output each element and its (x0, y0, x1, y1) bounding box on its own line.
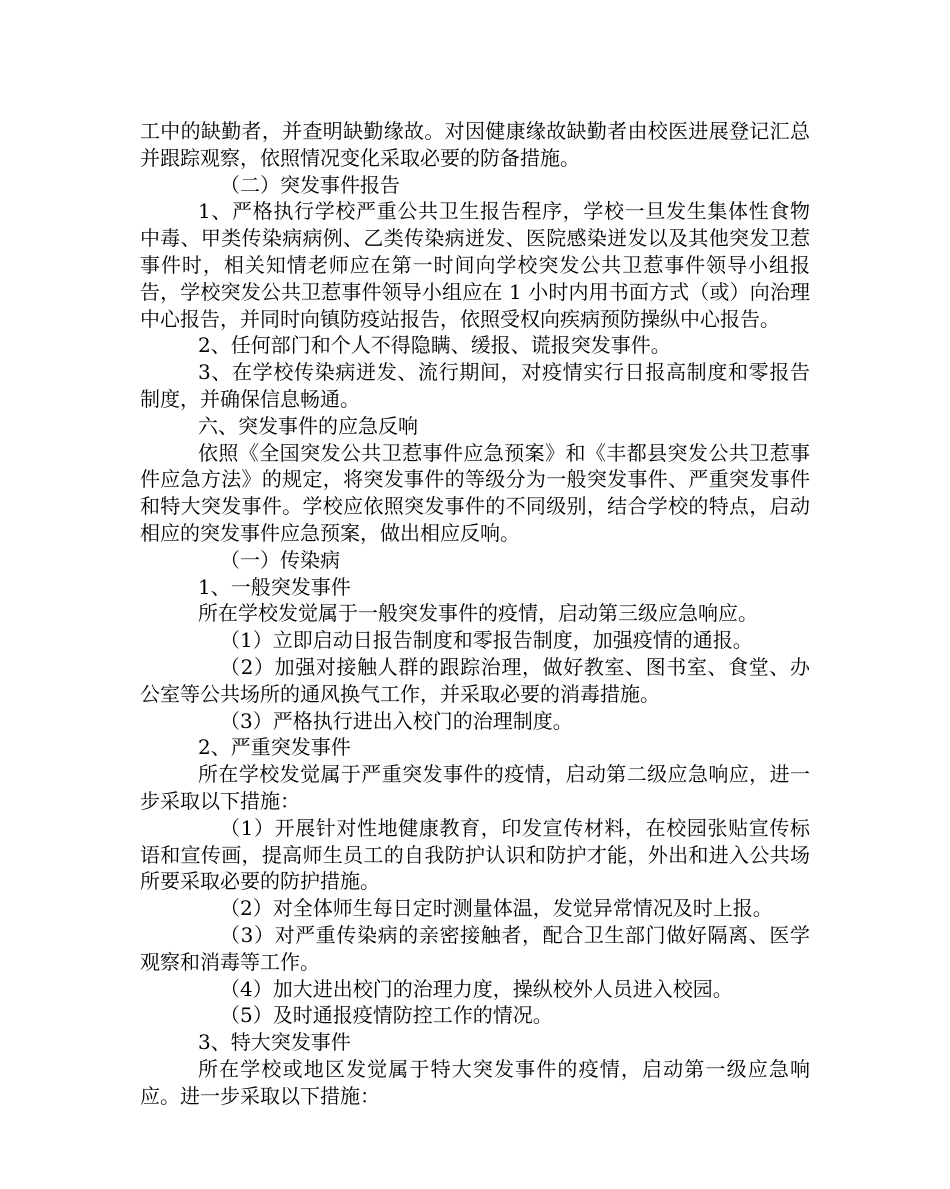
paragraph-no-concealment: 2、任何部门和个人不得隐瞒、缓报、谎报突发事件。 (198, 333, 671, 358)
list-item-serious-4: （4）加大进出校门的治理力度，操纵校外人员进入校园。 (220, 976, 733, 1001)
heading-general-event: 1、一般突发事件 (198, 574, 351, 599)
paragraph-daily-report: 3、在学校传染病迸发、流行期间，对疫情实行日报高制度和零报告制度，并确保信息畅通。 (140, 360, 810, 411)
heading-major-event: 3、特大突发事件 (198, 1030, 351, 1055)
paragraph-level-one: 所在学校或地区发觉属于特大突发事件的疫情，启动第一级应急响应。进一步采取以下措施： (140, 1056, 810, 1108)
list-item-serious-1: （1）开展针对性地健康教育，印发宣传材料，在校园张贴宣传标语和宣传画，提高师生员工的自我防护认识和防护才能，外出和进入公共场所要采取必要的防护措施。 (140, 815, 810, 894)
heading-infectious-disease: （一）传染病 (220, 547, 340, 572)
heading-event-report: （二）突发事件报告 (220, 172, 400, 197)
paragraph-event-levels: 依照《全国突发公共卫惹事件应急预案》和《丰都县突发公共卫惹事件应急方法》的规定，将突发事件的等级分为一般突发事件、严重突发事件和特大突发事件。学校应依照突发事件的不同级别，结合学校的特点，启动相应的突发事件应急预案，做出相应反响。 (140, 440, 810, 545)
list-item-serious-2: （2）对全体师生每日定时测量体温，发觉异常情况及时上报。 (220, 896, 773, 921)
list-item-general-2: （2）加强对接触人群的跟踪治理，做好教室、图书室、食堂、办公室等公共场所的通风换气工作，并采取必要的消毒措施。 (140, 654, 810, 706)
document-body (140, 118, 810, 1109)
paragraph-absence-tracking: 工中的缺勤者，并查明缺勤缘故。对因健康缘故缺勤者由校医进展登记汇总并跟踪观察，依照情况变化采取必要的防备措施。 (140, 119, 810, 170)
paragraph-report-procedure: 1、严格执行学校严重公共卫生报告程序，学校一旦发生集体性食物中毒、甲类传染病病例、乙类传染病迸发、医院感染迸发以及其他突发卫惹事件时，相关知情老师应在第一时间向学校突发公共卫惹事件领导小组报告，学校突发公共卫惹事件领导小组应在 1 小时内用书面方式（或）向治理中心报告，并同时向镇防疫站报告，依照受权向疾病预防操纵中心报告。 (140, 199, 810, 331)
paragraph-level-three: 所在学校发觉属于一般突发事件的疫情，启动第三级应急响应。 (198, 601, 758, 626)
heading-emergency-response: 六、突发事件的应急反响 (198, 413, 418, 438)
list-item-general-1: （1）立即启动日报告制度和零报告制度，加强疫情的通报。 (220, 628, 753, 653)
heading-serious-event: 2、严重突发事件 (198, 735, 351, 760)
paragraph-level-two: 所在学校发觉属于严重突发事件的疫情，启动第二级应急响应，进一步采取以下措施： (140, 762, 810, 813)
list-item-serious-5: （5）及时通报疫情防控工作的情况。 (220, 1003, 553, 1028)
list-item-serious-3: （3）对严重传染病的亲密接触者，配合卫生部门做好隔离、医学观察和消毒等工作。 (140, 922, 810, 974)
list-item-general-3: （3）严格执行进出入校门的治理制度。 (220, 708, 573, 733)
